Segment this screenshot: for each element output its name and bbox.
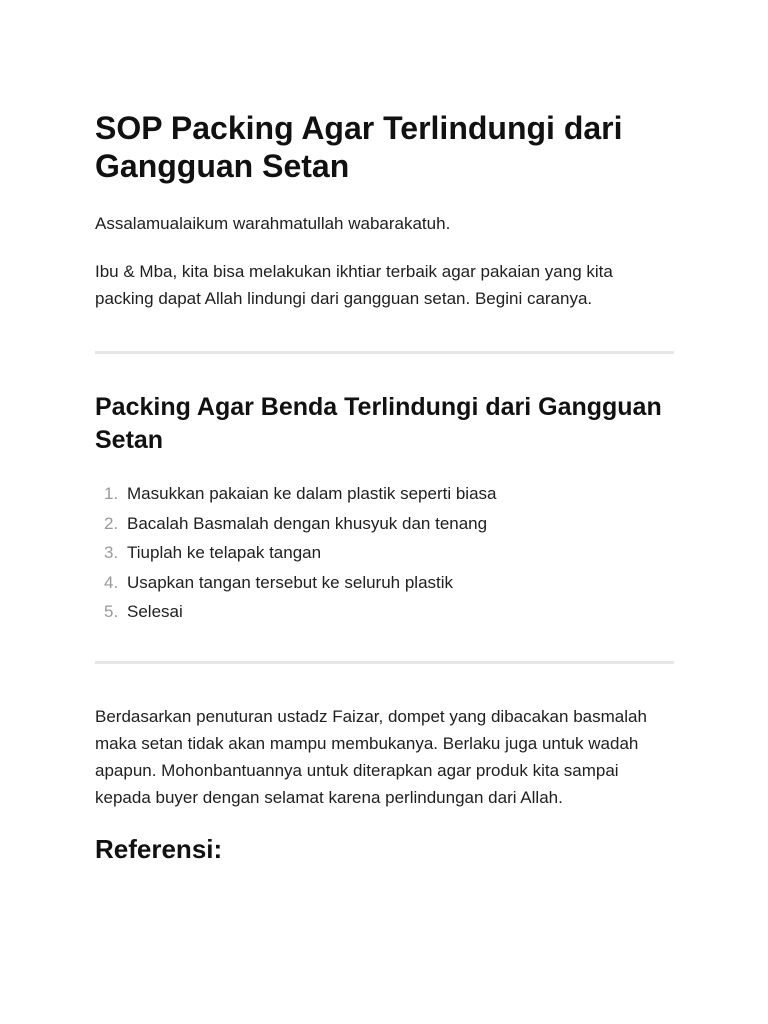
document-title: SOP Packing Agar Terlindungi dari Gangguan Setan xyxy=(95,110,623,184)
list-item xyxy=(95,479,674,509)
steps-list xyxy=(95,479,674,627)
list-item-number: 2. xyxy=(104,513,119,533)
section-heading: Packing Agar Benda Terlindungi dari Gangguan Setan xyxy=(95,393,662,454)
list-item xyxy=(95,597,674,627)
list-item-number: 4. xyxy=(104,572,119,592)
list-item-text: Masukkan pakaian ke dalam plastik seperti biasa xyxy=(127,484,497,503)
divider xyxy=(95,661,674,664)
greeting-paragraph: Assalamualaikum warahmatullah wabarakatuh. xyxy=(95,214,451,233)
list-item-number: 5. xyxy=(104,602,119,621)
list-item-number: 1. xyxy=(104,484,119,503)
list-item xyxy=(95,509,674,539)
document-content xyxy=(95,109,674,866)
list-item xyxy=(95,568,674,598)
list-item-number: 3. xyxy=(104,543,119,562)
intro-paragraph: Ibu & Mba, kita bisa melakukan ikhtiar terbaik agar pakaian yang kita packing dapat Allah lindungi dari gangguan setan. Begini caranya. xyxy=(95,262,613,308)
list-item-text: Selesai xyxy=(127,602,183,621)
list-item-text: Usapkan tangan tersebut ke seluruh plastik xyxy=(127,572,454,592)
list-item xyxy=(95,538,674,568)
list-item-text: Bacalah Basmalah dengan khusyuk dan tenang xyxy=(127,513,488,533)
explanation-paragraph: Berdasarkan penuturan ustadz Faizar, dompet yang dibacakan basmalah maka setan tidak akan mampu membukanya. Berlaku juga untuk wadah apapun. Mohonbantuannya untuk diterapkan agar produk kita sampai kepada buyer dengan selamat karena perlindungan dari Allah. xyxy=(95,706,647,807)
divider xyxy=(95,351,674,354)
references-heading: Referensi: xyxy=(95,833,223,864)
list-item-text: Tiuplah ke telapak tangan xyxy=(127,543,322,562)
